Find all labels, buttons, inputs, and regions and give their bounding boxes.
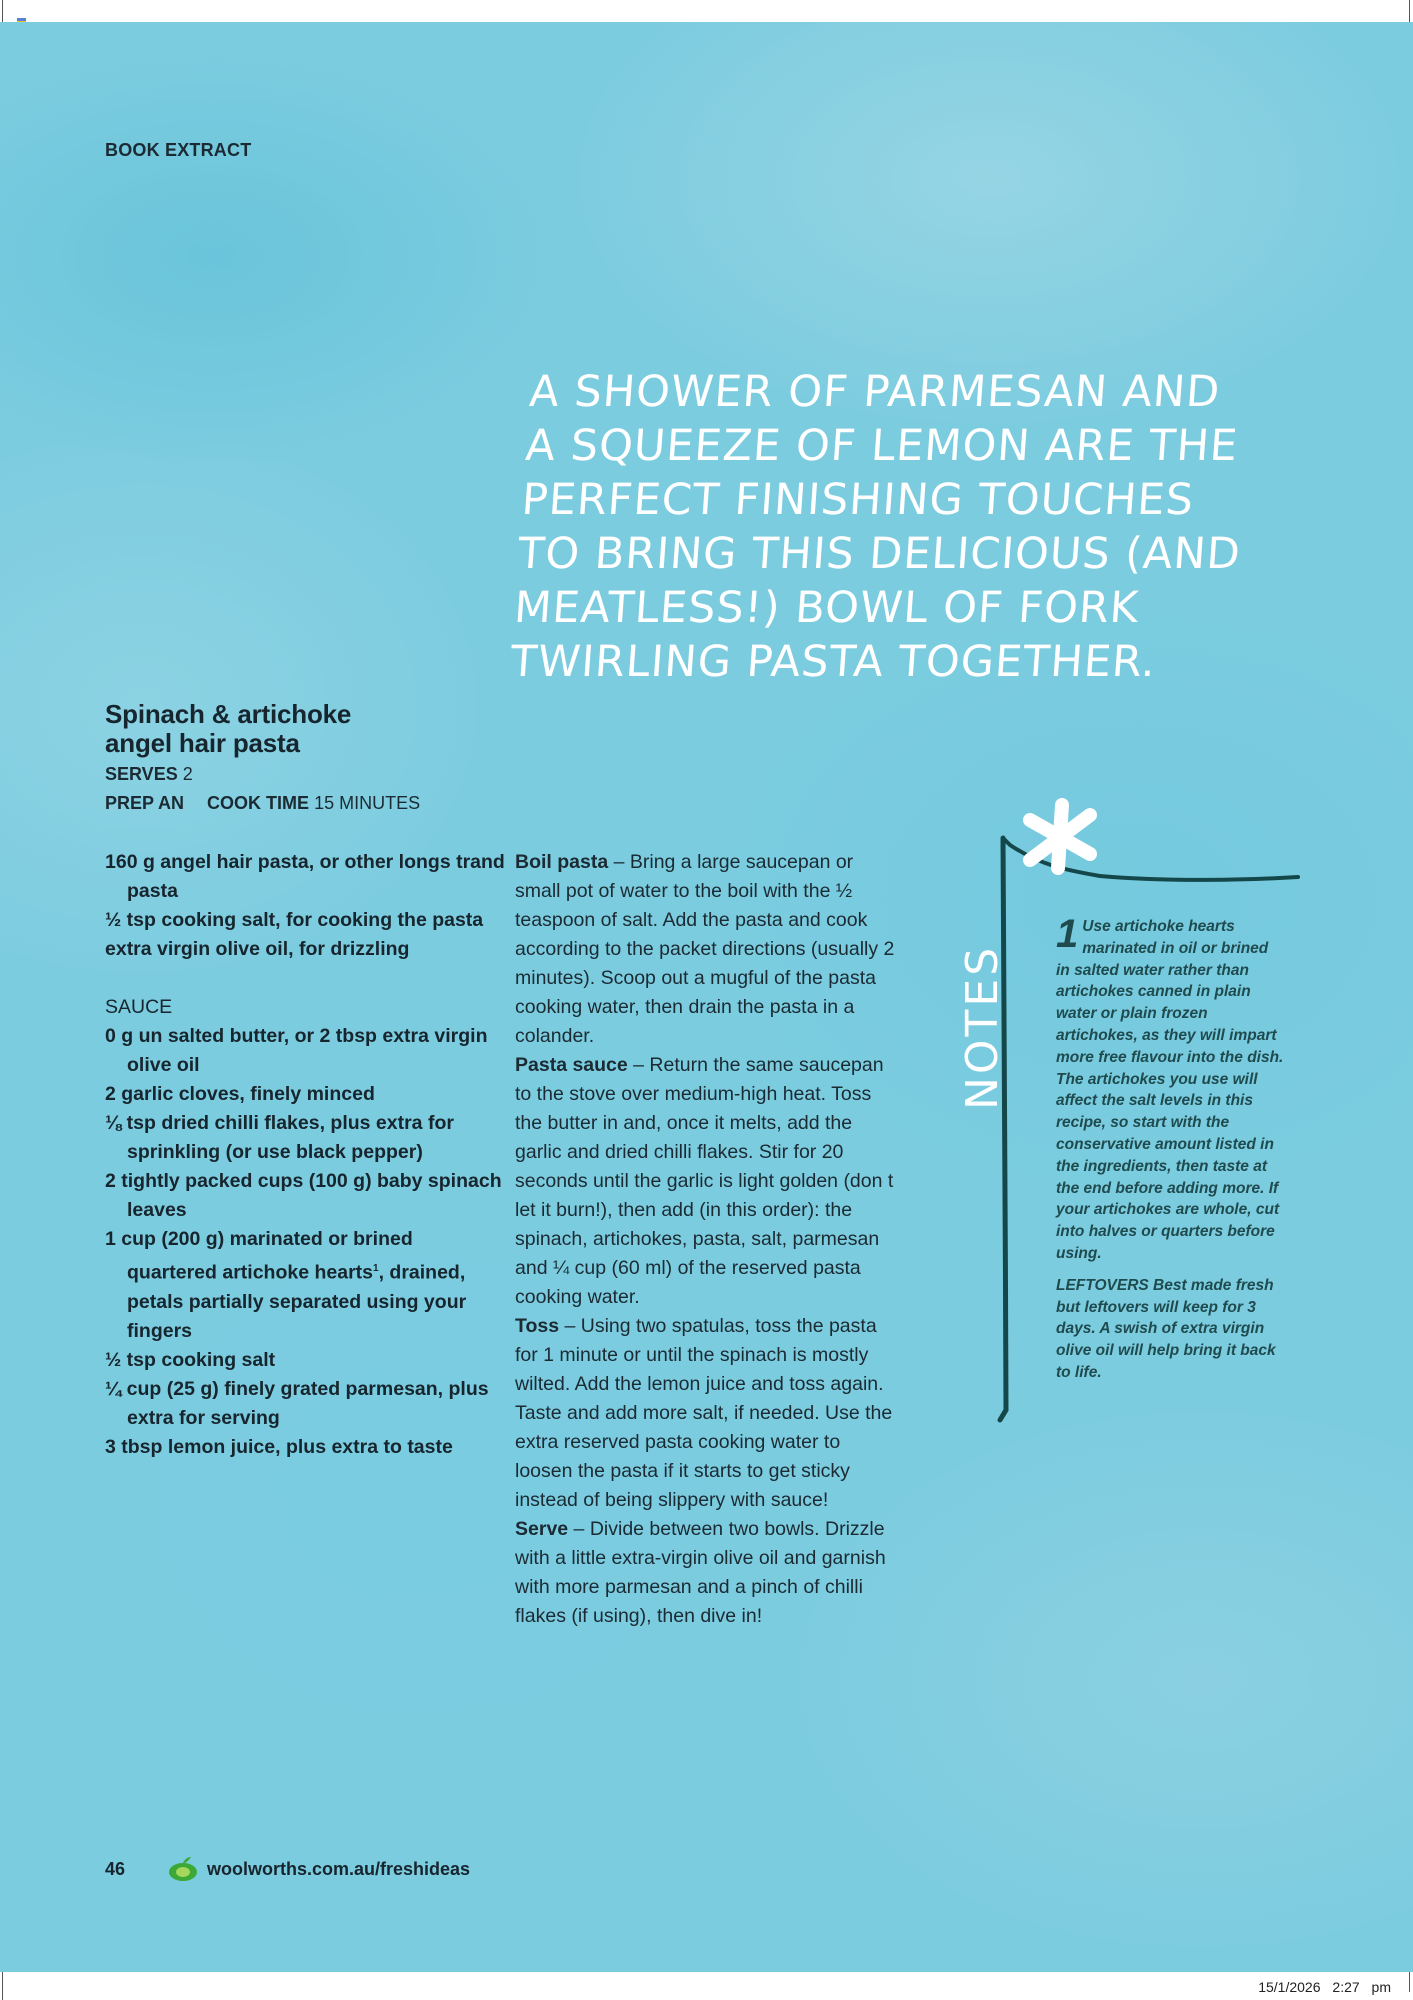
page-footer <box>105 1856 470 1882</box>
ingredients-list <box>105 848 505 1462</box>
step-heading: Serve <box>515 1518 569 1540</box>
method-steps <box>515 848 895 1631</box>
ingredient-item-artichoke <box>105 1225 505 1346</box>
print-date: 15/1/2026 <box>1258 1979 1321 1995</box>
ingredient-item: 2 garlic cloves, finely minced <box>105 1083 375 1105</box>
ingredient-item: extra virgin olive oil, for drizzling <box>105 938 410 960</box>
footnote-number: 1 <box>1056 912 1079 956</box>
sauce-heading: SAUCE <box>105 996 173 1018</box>
ingredient-item: 160 g angel hair pasta, or other longs trand pasta <box>105 851 505 902</box>
step-text: – Return the same saucepan to the stove over medium-high heat. Toss the butter in and, once it melts, add the garlic and dried chilli flakes. Stir for 20 seconds until the garlic is light golden (don t let it burn!), then add (in this order): the spinach, artichokes, pasta, salt, parmesan and ¼ cup (60 ml) of the reserved pasta cooking water. <box>515 1054 894 1308</box>
ingredient-item: ¼ cup (25 g) finely grated parmesan, plus extra for serving <box>105 1377 489 1429</box>
prep-label: PREP AN <box>105 793 185 813</box>
step-text: – Divide between two bowls. Drizzle with a little extra-virgin olive oil and garnish with more parmesan and a pinch of chilli flakes (if using), then dive in! <box>515 1518 886 1627</box>
ingredient-item: ⅛ tsp dried chilli flakes, plus extra for sprinkling (or use black pepper) <box>105 1112 454 1163</box>
cook-value: 15 MINUTES <box>314 793 421 813</box>
viewer-bottom-margin <box>0 1972 1413 2000</box>
footnote-text: Use artichoke hearts marinated in oil or brined in salted water rather than artichokes canned in plain water or plain frozen artichokes, as they will impart more free flavour into the dish. The artichokes you use will affect the salt levels in this recipe, so start with the conservative amount listed in the ingredients, then taste at the end before adding more. If your artichokes are whole, cut into halves or quarters before using. <box>1056 918 1284 1262</box>
page-edge-right <box>1409 1972 1410 1992</box>
pull-quote-line: TWIRLING PASTA TOGETHER. <box>508 637 1158 687</box>
print-time: 2:27 pm <box>1332 1979 1391 1995</box>
ingredient-item: 0 g un salted butter, or 2 tbsp extra virgin olive oil <box>105 1025 488 1076</box>
pull-quote-line: PERFECT FINISHING TOUCHES <box>520 475 1196 525</box>
pull-quote-line: A SQUEEZE OF LEMON ARE THE <box>523 421 1240 471</box>
ingredient-item: ½ tsp cooking salt, for cooking the pasta <box>105 909 484 931</box>
page-edge-left <box>2 0 3 22</box>
footer-url[interactable]: woolworths.com.au/freshideas <box>207 1858 471 1879</box>
method-step <box>515 1051 895 1312</box>
serves-label: SERVES <box>105 764 178 784</box>
woolworths-logo-icon <box>167 1856 199 1882</box>
page-number: 46 <box>105 1858 126 1879</box>
ingredient-item: 3 tbsp lemon juice, plus extra to taste <box>105 1435 453 1458</box>
footnote-1 <box>1056 912 1286 1265</box>
ingredient-item: 2 tightly packed cups (100 g) baby spinach leaves <box>105 1170 502 1221</box>
ingredient-item: ½ tsp cooking salt <box>105 1348 276 1371</box>
page-edge-left <box>2 1972 3 2000</box>
page-edge-right <box>1409 0 1410 22</box>
recipe-title-line: Spinach & artichoke <box>105 699 352 729</box>
pull-quote <box>509 365 1252 689</box>
step-text: – Using two spatulas, toss the pasta for 1 minute or until the spinach is mostly wilted. Add the lemon juice and toss again. Taste and add more salt, if needed. Use the extra reserved pasta cooking water to loosen the pasta if it starts to get sticky instead of being slippery with sauce! <box>515 1315 893 1511</box>
footnote-marker: 1 <box>373 1263 379 1274</box>
notes-heading: NOTES <box>957 944 1008 1110</box>
time-row <box>105 789 485 818</box>
serves-value: 2 <box>182 764 193 784</box>
pull-quote-line: A SHOWER OF PARMESAN AND <box>527 367 1223 417</box>
step-heading: Boil pasta <box>515 851 609 873</box>
section-label: BOOK EXTRACT <box>105 140 252 160</box>
pull-quote-line: MEATLESS!) BOWL OF FORK <box>512 583 1141 633</box>
ingredient-text: , drained, petals partially separated using your fingers <box>127 1261 467 1342</box>
notes-body <box>1056 912 1286 1384</box>
method-step <box>515 848 895 1051</box>
recipe-header <box>105 700 485 818</box>
leftovers-note: LEFTOVERS Best made fresh but leftovers will keep for 3 days. A swish of extra virgin olive oil will help bring it back to life. <box>1056 1276 1276 1381</box>
recipe-title-line: angel hair pasta <box>105 728 300 758</box>
print-timestamp <box>1258 1979 1391 1995</box>
pull-quote-line: TO BRING THIS DELICIOUS (AND <box>516 529 1243 579</box>
step-heading: Pasta sauce <box>515 1054 628 1076</box>
recipe-title <box>105 700 485 758</box>
asterisk-icon <box>1030 805 1090 868</box>
serves-row <box>105 760 485 789</box>
ingredient-text: 1 cup (200 g) marinated or brined quartered artichoke hearts <box>105 1228 413 1284</box>
step-heading: Toss <box>515 1315 560 1337</box>
method-step <box>515 1515 895 1631</box>
method-step <box>515 1312 895 1515</box>
viewer-top-margin <box>0 0 1413 22</box>
step-text: – Bring a large saucepan or small pot of water to the boil with the ½ teaspoon of salt. Add the pasta and cook according to the packet directions (usually 2 minutes). Scoop out a mugful of the pasta cooking water, then drain the pasta in a colander. <box>515 851 895 1047</box>
cook-label: COOK TIME <box>207 793 310 813</box>
